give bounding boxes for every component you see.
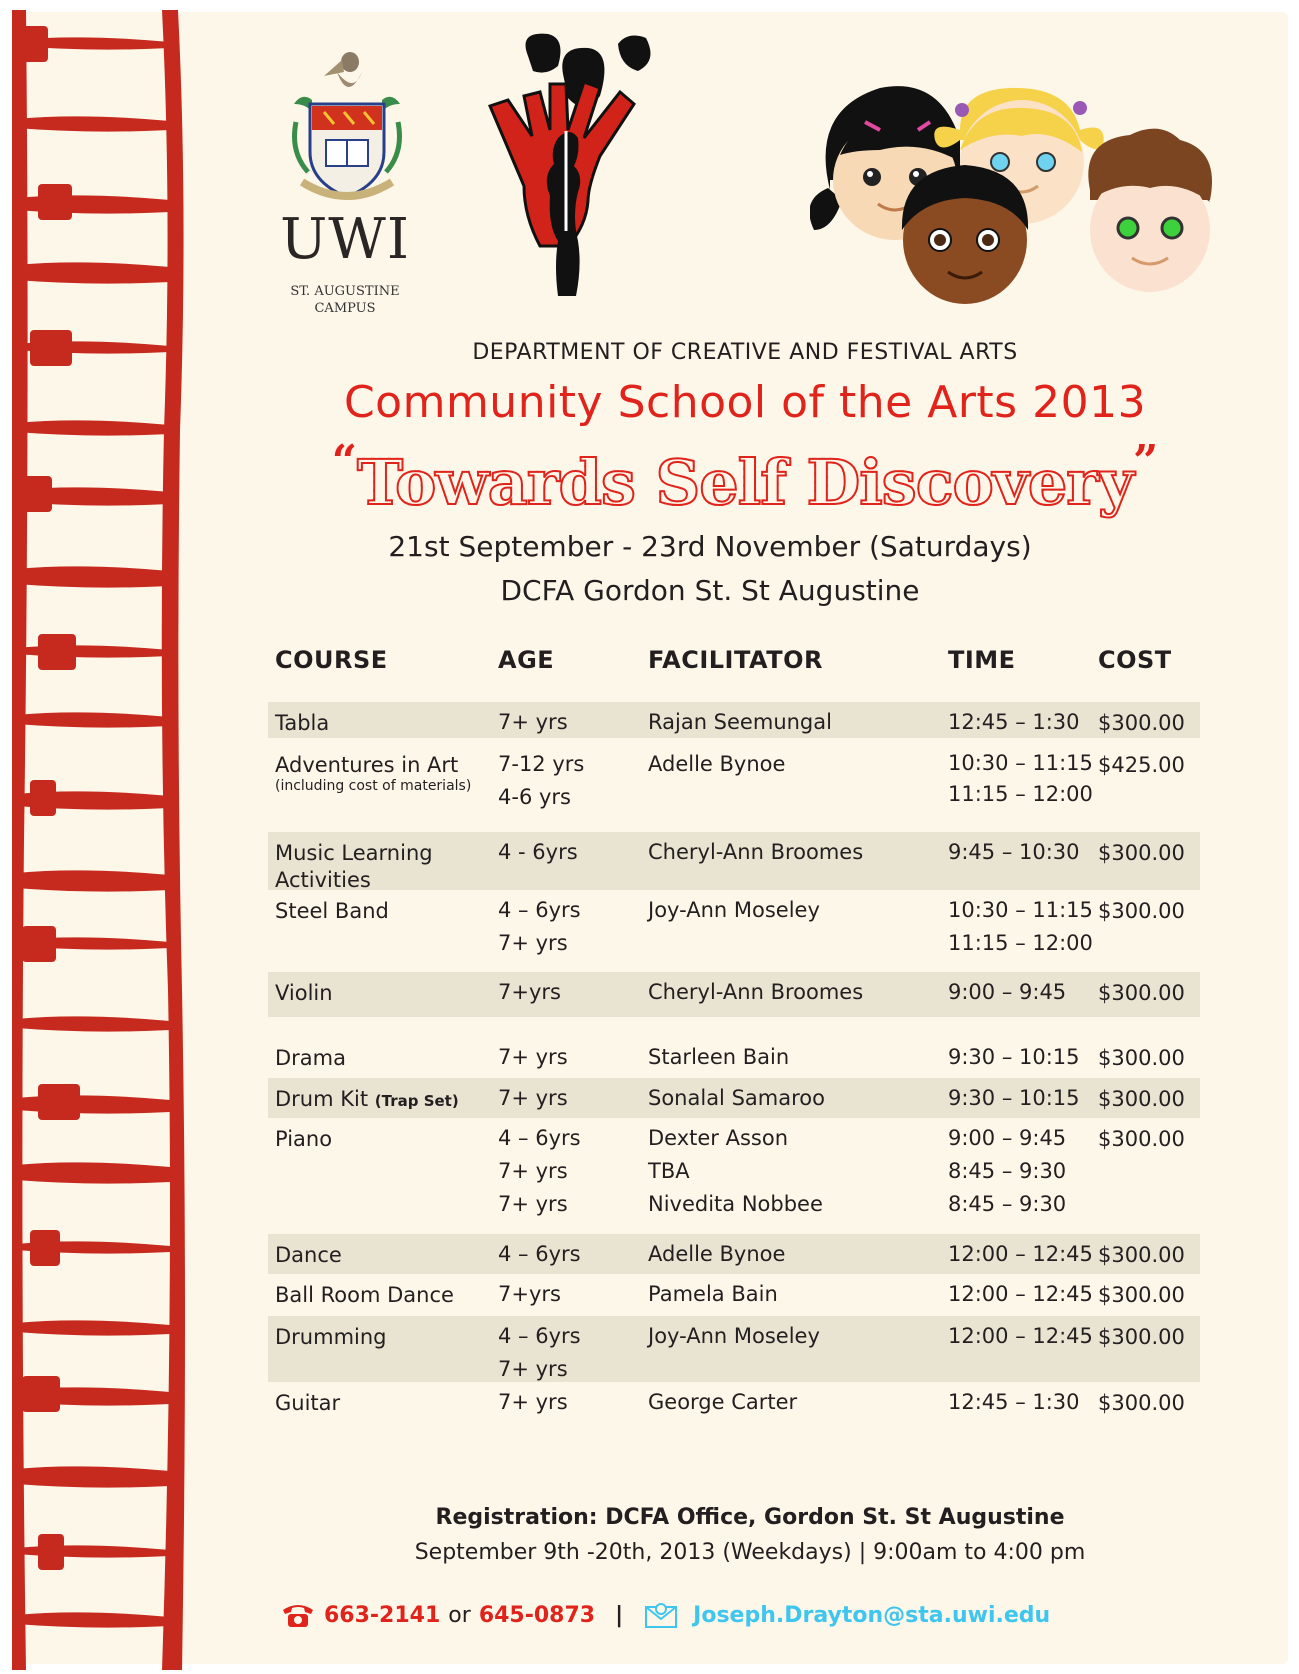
department-heading: DEPARTMENT OF CREATIVE AND FESTIVAL ARTS: [472, 340, 1018, 365]
time-line: 9:45 – 10:30: [948, 840, 1080, 864]
ladder-knot: [22, 1376, 60, 1412]
ladder-knot: [38, 184, 72, 220]
table-row: [268, 1234, 1200, 1274]
ladder-rung: [16, 712, 170, 727]
course-name: Steel Band: [275, 899, 389, 923]
cell-cost: $300.00: [1098, 1243, 1185, 1267]
header-course: COURSE: [275, 646, 388, 674]
facilitator-line: Adelle Bynoe: [648, 1242, 786, 1266]
age-line: 7+ yrs: [498, 1159, 568, 1183]
cell-age: [498, 836, 578, 869]
cell-age: [498, 1386, 568, 1419]
phone-number-2[interactable]: 645-0873: [478, 1602, 596, 1628]
time-line: 12:45 – 1:30: [948, 710, 1080, 734]
ladder-decoration: [12, 10, 192, 1670]
ladder-rung: [16, 1016, 170, 1031]
cell-age: [498, 706, 568, 739]
cell-cost: $300.00: [1098, 711, 1185, 735]
facilitator-line: Joy-Ann Moseley: [648, 898, 820, 922]
course-name: Tabla: [275, 711, 330, 735]
time-line: 8:45 – 9:30: [948, 1192, 1067, 1216]
facilitator-line: Joy-Ann Moseley: [648, 1324, 820, 1348]
course-name: Ball Room Dance: [275, 1283, 454, 1307]
cell-facilitator: [648, 976, 863, 1009]
close-quote: ”: [1132, 436, 1159, 487]
course-note: (including cost of materials): [275, 778, 472, 794]
course-name: Guitar: [275, 1391, 341, 1415]
facilitator-line: Cheryl-Ann Broomes: [648, 840, 864, 864]
contact-separator: |: [615, 1602, 624, 1628]
ladder-knot: [22, 926, 56, 962]
time-line: 11:15 – 12:00: [948, 782, 1093, 806]
cell-age: [498, 976, 561, 1009]
cell-time: [948, 706, 1080, 739]
table-body: [268, 702, 1200, 1428]
cell-cost: $300.00: [1098, 899, 1185, 923]
course-name: Drumming: [275, 1325, 387, 1349]
facilitator-line: George Carter: [648, 1390, 798, 1414]
time-line: 9:00 – 9:45: [948, 980, 1067, 1004]
cell-cost: $300.00: [1098, 841, 1185, 865]
time-line: 12:00 – 12:45: [948, 1242, 1093, 1266]
cell-cost: $425.00: [1098, 753, 1185, 777]
cell-course: [275, 1238, 342, 1273]
ladder-knot: [38, 634, 76, 670]
cell-course: [275, 1082, 459, 1117]
table-row: [268, 1274, 1200, 1316]
age-line: 4-6 yrs: [498, 785, 571, 809]
time-line: 12:00 – 12:45: [948, 1324, 1093, 1348]
ladder-rung: [16, 870, 170, 891]
table-row: [268, 1316, 1200, 1382]
header-cost: COST: [1098, 646, 1172, 674]
cell-course: [275, 1278, 454, 1313]
facilitator-line: Adelle Bynoe: [648, 752, 786, 776]
cell-cost: $300.00: [1098, 1127, 1185, 1151]
course-name: Music Learning: [275, 841, 433, 865]
cell-course: [275, 976, 333, 1011]
email-link[interactable]: Joseph.Drayton@sta.uwi.edu: [693, 1602, 1051, 1628]
cell-facilitator: [648, 1386, 797, 1419]
age-line: 4 – 6yrs: [498, 898, 581, 922]
time-line: 8:45 – 9:30: [948, 1159, 1067, 1183]
cell-course: [275, 1122, 332, 1157]
telephone-icon: [280, 1600, 316, 1630]
cell-time: [948, 748, 1093, 810]
uwi-wordmark: UWI: [280, 207, 410, 272]
course-schedule-table: [268, 646, 1200, 1428]
cell-time: [948, 836, 1080, 869]
theme-title: [200, 436, 1290, 519]
cell-age: [498, 1122, 581, 1221]
boy-dark-skin-face: [902, 165, 1028, 304]
date-range: 21st September - 23rd November (Saturdays): [388, 530, 1032, 563]
venue: DCFA Gordon St. St Augustine: [500, 574, 920, 607]
ladder-rung: [16, 1466, 170, 1487]
children-faces-illustration: [810, 80, 1240, 310]
cell-facilitator: [648, 748, 785, 781]
time-line: 9:00 – 9:45: [948, 1126, 1067, 1150]
cell-cost: $300.00: [1098, 1283, 1185, 1307]
theme-text: Towards Self Discovery: [357, 446, 1133, 519]
age-line: 7+ yrs: [498, 1086, 568, 1110]
time-line: 9:30 – 10:15: [948, 1045, 1080, 1069]
uwi-campus-label: [270, 283, 420, 317]
ladder-rail: [12, 10, 28, 1670]
age-line: 7+ yrs: [498, 1390, 568, 1414]
cell-facilitator: [648, 894, 820, 927]
cell-course: [275, 748, 471, 795]
cell-facilitator: [648, 1320, 820, 1353]
uwi-campus-line2: CAMPUS: [314, 301, 376, 316]
dcfa-logo-icon: [488, 26, 678, 301]
cell-cost: $300.00: [1098, 1087, 1185, 1111]
boy-brown-hair-face: [1088, 129, 1212, 292]
school-title: Community School of the Arts 2013: [343, 377, 1147, 428]
cell-course: [275, 894, 389, 929]
cell-age: [498, 748, 584, 814]
age-line: 7+ yrs: [498, 1045, 568, 1069]
ladder-rail: [162, 10, 185, 1670]
cell-facilitator: [648, 836, 863, 869]
table-row: [268, 1037, 1200, 1078]
age-line: 7+ yrs: [498, 1357, 568, 1381]
table-row: [268, 1118, 1200, 1234]
age-line: 7+yrs: [498, 1282, 561, 1306]
cell-cost: $300.00: [1098, 1325, 1185, 1349]
cell-facilitator: [648, 1238, 785, 1271]
cell-cost: $300.00: [1098, 1046, 1185, 1070]
time-line: 10:30 – 11:15: [948, 751, 1093, 775]
uwi-crest-icon: [282, 42, 412, 212]
header-facilitator: FACILITATOR: [648, 646, 823, 674]
cell-facilitator: [648, 1122, 823, 1221]
cell-facilitator: [648, 1082, 825, 1115]
facilitator-line: Cheryl-Ann Broomes: [648, 980, 864, 1004]
ladder-knot: [30, 1230, 60, 1266]
cell-time: [948, 1122, 1066, 1221]
age-line: 7+ yrs: [498, 1192, 568, 1216]
ladder-rung: [16, 1612, 170, 1627]
course-name: Piano: [275, 1127, 333, 1151]
cell-time: [948, 894, 1093, 960]
uwi-campus-line1: ST. AUGUSTINE: [290, 284, 400, 299]
cell-age: [498, 1238, 581, 1271]
cell-facilitator: [648, 706, 832, 739]
ladder-rung: [16, 566, 170, 587]
cell-time: [948, 976, 1066, 1009]
facilitator-line: Pamela Bain: [648, 1282, 778, 1306]
cell-course: [275, 1386, 340, 1421]
ladder-knot: [38, 1084, 80, 1120]
age-line: 7+ yrs: [498, 710, 568, 734]
envelope-icon: [643, 1600, 679, 1630]
course-name-line2: Activities: [275, 868, 371, 892]
cell-facilitator: [648, 1041, 789, 1074]
registration-title: Registration: DCFA Office, Gordon St. St Augustine: [435, 1505, 1065, 1530]
course-name: Dance: [275, 1243, 342, 1267]
cell-course: [275, 706, 329, 741]
age-line: 4 – 6yrs: [498, 1242, 581, 1266]
cell-time: [948, 1041, 1080, 1074]
cell-course: [275, 1320, 387, 1355]
cell-time: [948, 1320, 1093, 1353]
facilitator-line: Starleen Bain: [648, 1045, 790, 1069]
ladder-knot: [30, 330, 72, 366]
cell-age: [498, 1082, 568, 1115]
ladder-rung: [16, 116, 170, 131]
ladder-knot: [22, 476, 52, 512]
course-suffix: (Trap Set): [374, 1092, 459, 1110]
age-line: 7-12 yrs: [498, 752, 585, 776]
facilitator-line: Nivedita Nobbee: [648, 1192, 823, 1216]
age-line: 7+ yrs: [498, 931, 568, 955]
course-name: Drama: [275, 1046, 346, 1070]
phone-number-1[interactable]: 663-2141: [324, 1602, 441, 1628]
ladder-rung: [16, 1320, 170, 1335]
cell-time: [948, 1278, 1093, 1311]
time-line: 12:00 – 12:45: [948, 1282, 1093, 1306]
time-line: 9:30 – 10:15: [948, 1086, 1080, 1110]
cell-time: [948, 1386, 1080, 1419]
time-line: 12:45 – 1:30: [948, 1390, 1080, 1414]
table-row: [268, 702, 1200, 738]
ladder-rung: [16, 1162, 170, 1183]
cell-age: [498, 1320, 581, 1386]
open-quote: “: [331, 436, 358, 487]
ladder-knot: [30, 780, 56, 816]
facilitator-line: Sonalal Samaroo: [648, 1086, 825, 1110]
course-name: Drum Kit: [275, 1087, 369, 1111]
header-time: TIME: [948, 646, 1016, 674]
table-row: [268, 1078, 1200, 1118]
cell-cost: $300.00: [1098, 1391, 1185, 1415]
ladder-knot: [22, 26, 48, 62]
phone-or: or: [448, 1602, 471, 1628]
cell-cost: $300.00: [1098, 981, 1185, 1005]
cell-course: [275, 1041, 346, 1076]
facilitator-line: TBA: [648, 1159, 690, 1183]
age-line: 4 – 6yrs: [498, 1126, 581, 1150]
contact-line: [280, 1597, 1050, 1633]
table-row: [268, 890, 1200, 966]
header-age: AGE: [498, 646, 555, 674]
time-line: 10:30 – 11:15: [948, 898, 1093, 922]
table-row: [268, 1382, 1200, 1428]
cell-time: [948, 1238, 1093, 1271]
ladder-knot: [38, 1534, 64, 1570]
course-name: Violin: [275, 981, 333, 1005]
ladder-rung: [16, 420, 170, 435]
age-line: 7+yrs: [498, 980, 561, 1004]
cell-time: [948, 1082, 1080, 1115]
table-row: [268, 832, 1200, 890]
cell-facilitator: [648, 1278, 778, 1311]
table-header: [268, 646, 1200, 702]
table-row: [268, 972, 1200, 1017]
cell-course: [275, 836, 433, 898]
age-line: 4 - 6yrs: [498, 840, 578, 864]
cell-age: [498, 1278, 561, 1311]
registration-dates: September 9th -20th, 2013 (Weekdays) | 9:00am to 4:00 pm: [414, 1540, 1086, 1565]
ladder-rung: [16, 262, 170, 283]
cell-age: [498, 1041, 568, 1074]
program-dates: [360, 525, 1060, 613]
course-name: Adventures in Art: [275, 753, 459, 777]
time-line: 11:15 – 12:00: [948, 931, 1093, 955]
cell-age: [498, 894, 581, 960]
table-row: [268, 744, 1200, 826]
facilitator-line: Dexter Asson: [648, 1126, 789, 1150]
age-line: 4 – 6yrs: [498, 1324, 581, 1348]
facilitator-line: Rajan Seemungal: [648, 710, 832, 734]
